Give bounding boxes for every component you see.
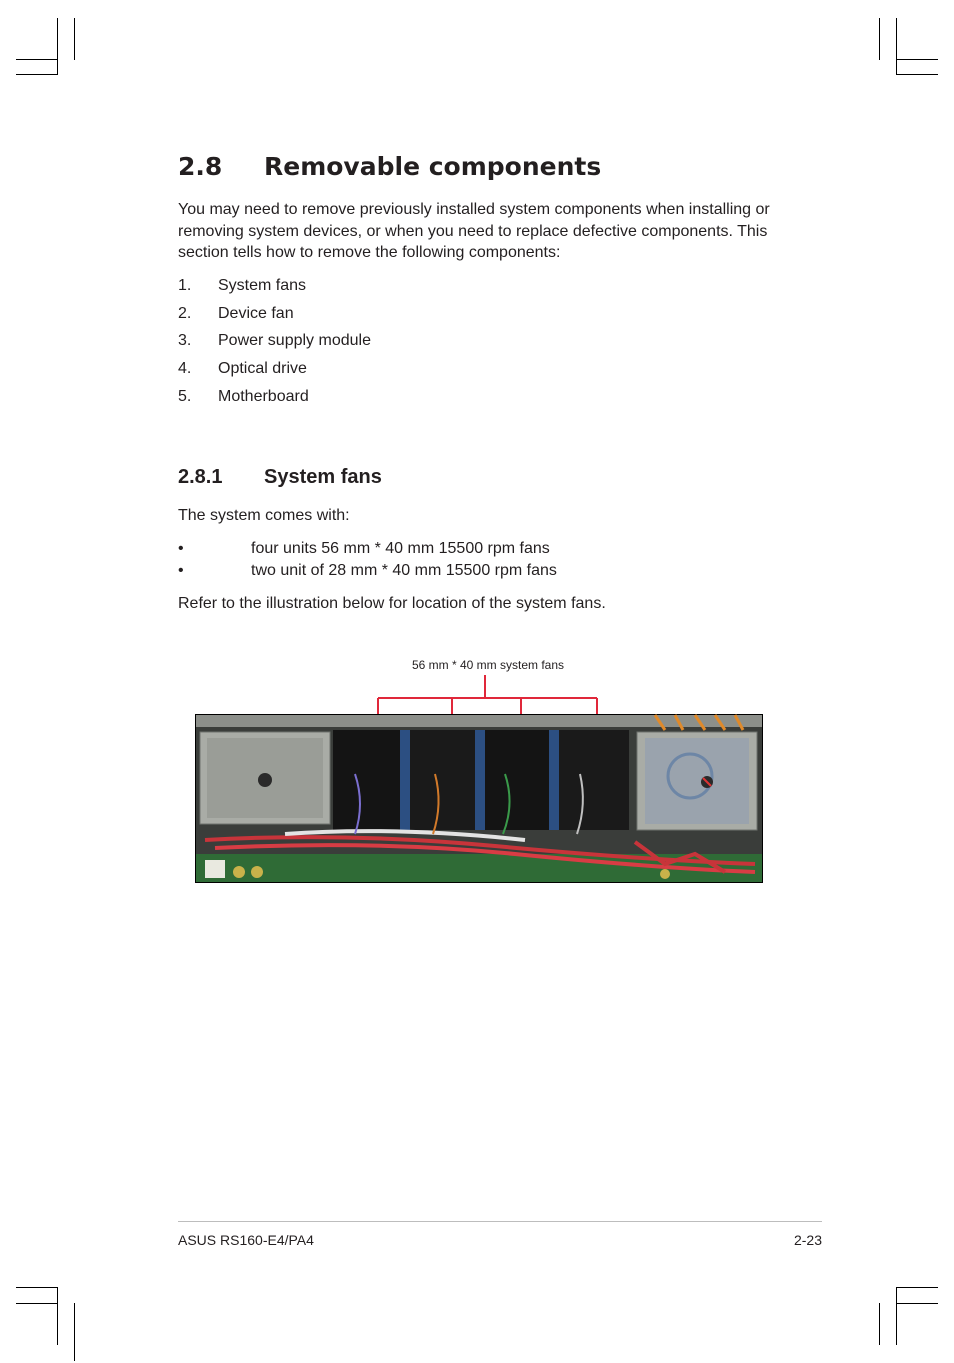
figure-callout-label: 56 mm * 40 mm system fans: [411, 658, 565, 672]
list-item: 4. Optical drive: [178, 360, 307, 378]
system-fans-photo: [195, 714, 763, 883]
footer-page-number: 2-23: [793, 1232, 822, 1248]
refer-text: Refer to the illustration below for location of the system fans.: [178, 595, 606, 612]
list-item: 5. Motherboard: [178, 387, 309, 405]
list-item: 3. Power supply module: [178, 332, 371, 350]
section-number: 2.8: [178, 152, 223, 181]
list-item: 2. Device fan: [178, 304, 294, 322]
subsection-title: System fans: [264, 466, 382, 488]
footer-divider: [178, 1221, 822, 1222]
subsection-number: 2.8.1: [178, 466, 223, 488]
list-item: • four units 56 mm * 40 mm 15500 rpm fans: [178, 540, 550, 557]
list-item: • two unit of 28 mm * 40 mm 15500 rpm fans: [178, 562, 557, 579]
section-title: Removable components: [264, 152, 602, 181]
list-item: 1. System fans: [178, 277, 307, 294]
comes-with-text: The system comes with:: [178, 507, 350, 524]
footer-product-name: ASUS RS160-E4/PA4: [178, 1232, 314, 1248]
intro-paragraph: You may need to remove previously installed system components when installing or removing system devices, or when you need to replace defective components. This section tells how to remove the following components:: [178, 201, 770, 261]
